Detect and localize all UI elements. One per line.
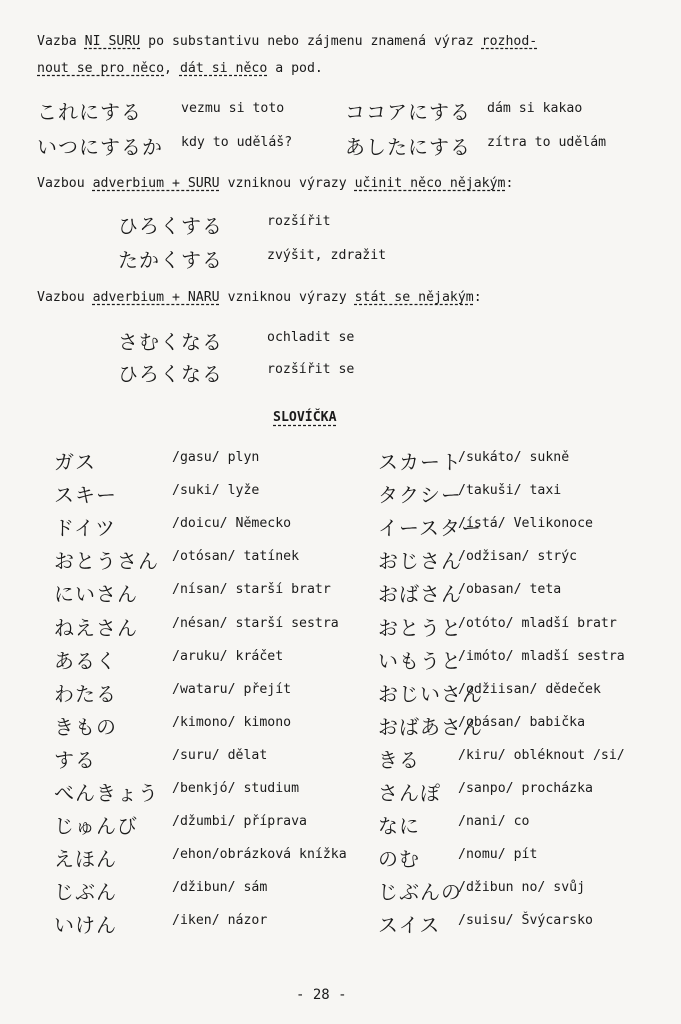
- vocab-word-translation: /džibun no/ svůj: [458, 880, 586, 896]
- adverb-suru-cz: rozšířit: [267, 214, 331, 229]
- vocab-word-jp: イースター: [378, 516, 482, 541]
- vocab-word-jp: タクシー: [378, 483, 462, 508]
- vocab-word-translation: /benkjó/ studium: [172, 781, 300, 796]
- vocab-word-translation: /suru/ dělat: [172, 747, 268, 763]
- vocab-word-translation: /aruku/ kráčet: [172, 648, 284, 664]
- adverb-naru-cz: rozšířit se: [267, 362, 355, 377]
- vocab-title: SLOVÍČKA: [273, 410, 337, 425]
- vocab-word-jp: じぶんの: [378, 880, 462, 905]
- vocab-word-jp: する: [54, 747, 96, 772]
- vocab-word-jp: おとうと: [378, 615, 462, 640]
- adverb-naru-cz: ochladit se: [267, 330, 355, 345]
- adverb-suru-jp: たかくする: [118, 248, 223, 272]
- vocab-word-jp: にいさん: [54, 582, 138, 607]
- vocab-word-translation: /sukáto/ sukně: [458, 450, 570, 465]
- vocab-word-translation: /otósan/ tatínek: [172, 549, 300, 565]
- vocab-word-translation: /gasu/ plyn: [172, 450, 260, 465]
- vocab-word-jp: スカート: [378, 450, 462, 474]
- example-cz: dám si kakao: [487, 101, 583, 116]
- vocab-word-jp: ドイツ: [54, 516, 116, 541]
- vocab-word-jp: ガス: [54, 450, 96, 474]
- vocab-word-translation: /otóto/ mladší bratr: [458, 615, 617, 631]
- example-cz: zítra to udělám: [487, 135, 607, 150]
- example-cz: vezmu si toto: [181, 101, 285, 116]
- vocab-word-jp: ねえさん: [54, 615, 138, 640]
- adverb-naru-jp: ひろくなる: [118, 362, 223, 386]
- vocab-word-translation: /kiru/ obléknout /si/: [458, 747, 625, 763]
- vocab-word-translation: /imóto/ mladší sestra: [458, 648, 625, 664]
- term-rozhodnout-cont: nout se pro něco: [37, 61, 165, 76]
- intro-line-1: Vazba NI SURU po substantivu nebo zájmenu znamená výraz rozhod-: [37, 34, 538, 49]
- term-rozhodnout: rozhod-: [481, 34, 538, 49]
- intro-line-2: nout se pro něco, dát si něco a pod.: [37, 61, 323, 76]
- vocab-word-translation: /iken/ názor: [172, 913, 268, 929]
- vocab-word-jp: スキー: [54, 483, 117, 508]
- example-jp: ココアにする: [345, 100, 471, 124]
- vocab-word-translation: /suisu/ Švýcarsko: [458, 913, 593, 929]
- vocab-word-jp: いもうと: [378, 648, 462, 673]
- vocab-word-jp: きる: [378, 747, 420, 772]
- vocab-word-jp: おばあさん: [378, 714, 483, 739]
- vocab-word-jp: なに: [378, 814, 420, 839]
- vocab-word-translation: /nomu/ pít: [458, 847, 538, 863]
- page-number: - 28 -: [296, 987, 347, 1003]
- vocab-word-translation: /obásan/ babička: [458, 714, 586, 730]
- adverb-naru-jp: さむくなる: [118, 330, 223, 354]
- adverb-naru-heading: Vazbou adverbium + NARU vzniknou výrazy stát se nějakým:: [37, 290, 482, 305]
- vocab-word-jp: のむ: [378, 847, 420, 872]
- adverb-suru-jp: ひろくする: [118, 214, 223, 238]
- vocab-word-jp: わたる: [54, 681, 117, 706]
- vocab-word-translation: /ístá/ Velikonoce: [458, 516, 593, 532]
- vocab-word-jp: あるく: [54, 648, 117, 673]
- term-dat-si: dát si něco: [179, 61, 268, 76]
- example-jp: あしたにする: [345, 135, 471, 159]
- vocab-word-translation: /wataru/ přejít: [172, 681, 292, 697]
- vocab-word-translation: /džibun/ sám: [172, 880, 268, 896]
- term-ni-suru: NI SURU: [84, 34, 141, 49]
- vocab-word-jp: おじいさん: [378, 681, 483, 706]
- vocab-word-jp: えほん: [54, 847, 117, 872]
- vocab-word-jp: おばさん: [378, 582, 462, 607]
- vocab-word-translation: /nísan/ starší bratr: [172, 582, 331, 598]
- adverb-suru-cz: zvýšit, zdražit: [267, 248, 387, 263]
- example-jp: これにする: [37, 100, 142, 124]
- vocab-word-translation: /sanpo/ procházka: [458, 781, 593, 796]
- vocab-word-jp: スイス: [378, 913, 441, 938]
- vocab-word-jp: べんきょう: [54, 781, 159, 805]
- vocab-word-translation: /ehon/obrázková knížka: [172, 847, 347, 863]
- vocab-word-translation: /kimono/ kimono: [172, 714, 292, 730]
- vocab-word-jp: いけん: [54, 913, 117, 938]
- vocab-word-translation: /nani/ co: [458, 814, 530, 830]
- vocab-word-translation: /odžiisan/ dědeček: [458, 681, 601, 697]
- vocab-word-translation: /džumbi/ příprava: [172, 814, 307, 830]
- example-jp: いつにするか: [37, 135, 163, 159]
- vocab-word-jp: じゅんび: [54, 814, 138, 839]
- vocab-word-translation: /obasan/ teta: [458, 582, 562, 598]
- vocab-word-jp: おじさん: [378, 549, 462, 574]
- vocab-word-translation: /nésan/ starší sestra: [172, 615, 339, 631]
- vocab-word-jp: おとうさん: [54, 549, 159, 574]
- vocab-word-jp: きもの: [54, 714, 117, 739]
- vocab-word-translation: /takuši/ taxi: [458, 483, 562, 499]
- vocab-word-translation: /odžisan/ strýc: [458, 549, 578, 565]
- vocab-word-jp: さんぽ: [378, 781, 441, 805]
- vocab-word-translation: /suki/ lyže: [172, 483, 260, 499]
- example-cz: kdy to uděláš?: [181, 135, 293, 150]
- vocab-word-jp: じぶん: [54, 880, 117, 905]
- adverb-suru-heading: Vazbou adverbium + SURU vzniknou výrazy učinit něco nějakým:: [37, 176, 514, 191]
- vocab-word-translation: /doicu/ Německo: [172, 516, 292, 532]
